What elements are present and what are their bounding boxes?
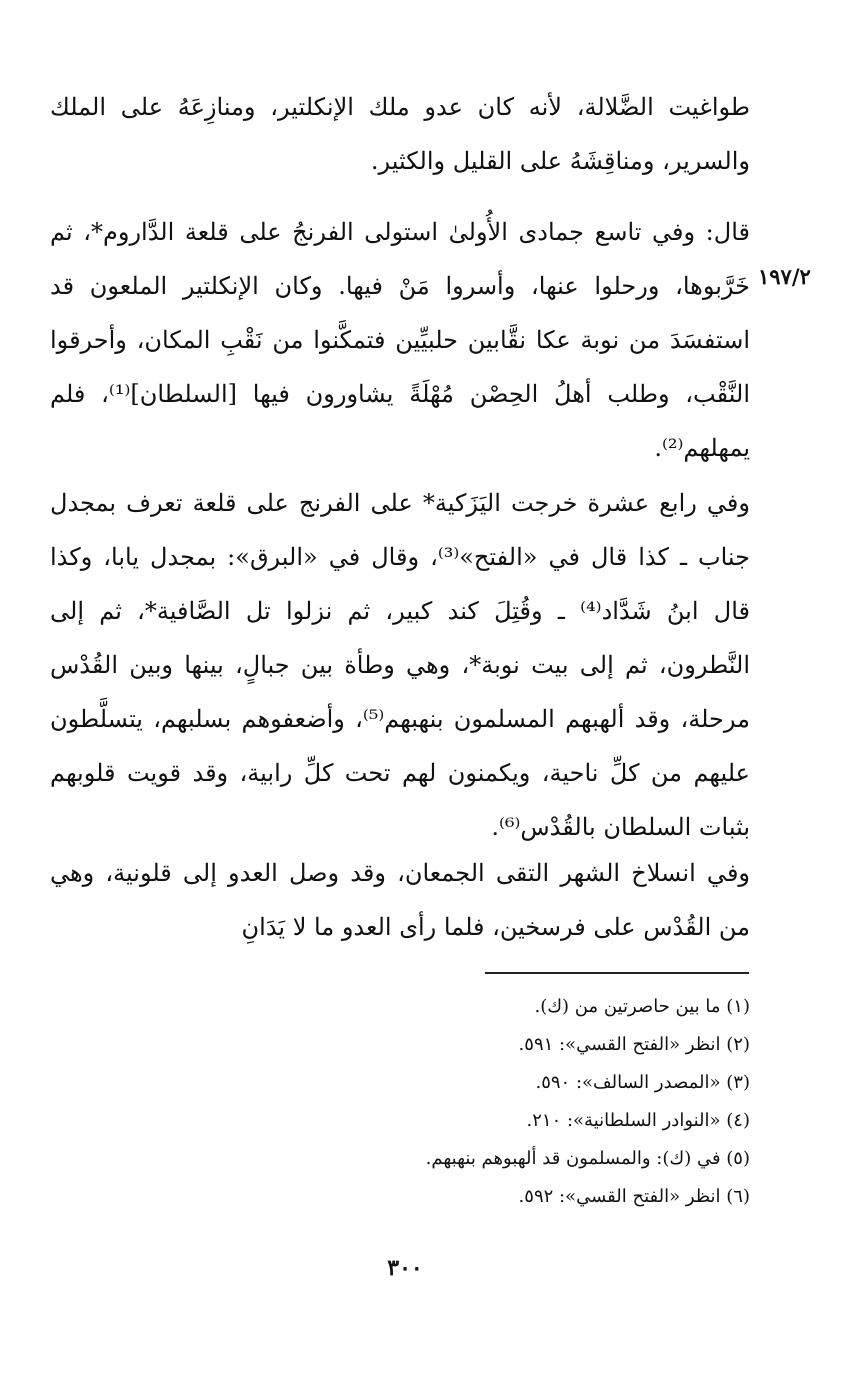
- footnote-1: (١) ما بين حاصرتين من (ك).: [534, 996, 750, 1017]
- paragraph-4: وفي انسلاخ الشهر التقى الجمعان، وقد وصل العدو إلى قلونية، وهي من القُدْس على فرسخين، فلما رأى العدو ما لا يَدَانِ: [50, 859, 750, 941]
- footnote-3: (٣) «المصدر السالف»: ٥٩٠.: [535, 1072, 750, 1093]
- paragraph-1: طواغيت الضَّلالة، لأنه كان عدو ملك الإنكلتير، ومنازِعَهُ على الملك والسرير، ومناقِشَهُ على القليل والكثير.: [50, 93, 750, 175]
- footnote-6: (٦) انظر «الفتح القسي»: ٥٩٢.: [518, 1186, 750, 1207]
- margin-reference: ١٩٧/٢: [758, 264, 811, 289]
- paragraph-3: وفي رابع عشرة خرجت اليَزَكية* على الفرنج على قلعة تعرف بمجدل جناب ـ كذا قال في «الفتح»⁽³⁾، وقال في «البرق»: بمجدل يابا، وكذا قال ابنُ شَدَّاد⁽⁴⁾ ـ وقُتِلَ كند كبير، ثم نزلوا تل الصَّافية*، ثم إلى النَّطرون، ثم إلى بيت نوبة*، وهي وطأة بين جبالٍ، بينها وبين القُدْس مرحلة، وقد ألهبهم المسلمون بنهبهم⁽⁵⁾، وأضعفوهم بسلبهم، يتسلَّطون عليهم من كلِّ ناحية، ويكمنون لهم تحت كلِّ رابية، وقد قويت قلوبهم بثبات السلطان بالقُدْس⁽⁶⁾.: [50, 489, 750, 841]
- paragraph-2: قال: وفي تاسع جمادى الأُولىٰ استولى الفرنجُ على قلعة الدَّاروم*، ثم خَرَّبوها، ورحلوا عنها، وأسروا مَنْ فيها. وكان الإنكلتير الملعون قد استفسَدَ من نوبة عكا نقَّابين حلبيِّين فتمكَّنوا من نَقْبِ المكان، وأحرقوا النَّقْب، وطلب أهلُ الحِصْن مُهْلَةً يشاورون فيها [السلطان]⁽¹⁾، فلم يمهلهم⁽²⁾.: [50, 218, 750, 462]
- footnote-2: (٢) انظر «الفتح القسي»: ٥٩١.: [518, 1034, 750, 1055]
- footnote-5: (٥) في (ك): والمسلمون قد ألهبوهم بنهبهم.: [425, 1148, 750, 1169]
- footnotes: [280, 988, 750, 1216]
- footnote-divider: [485, 972, 749, 974]
- page-number: ٣٠٠: [387, 1255, 423, 1281]
- footnote-4: (٤) «النوادر السلطانية»: ٢١٠.: [526, 1110, 750, 1131]
